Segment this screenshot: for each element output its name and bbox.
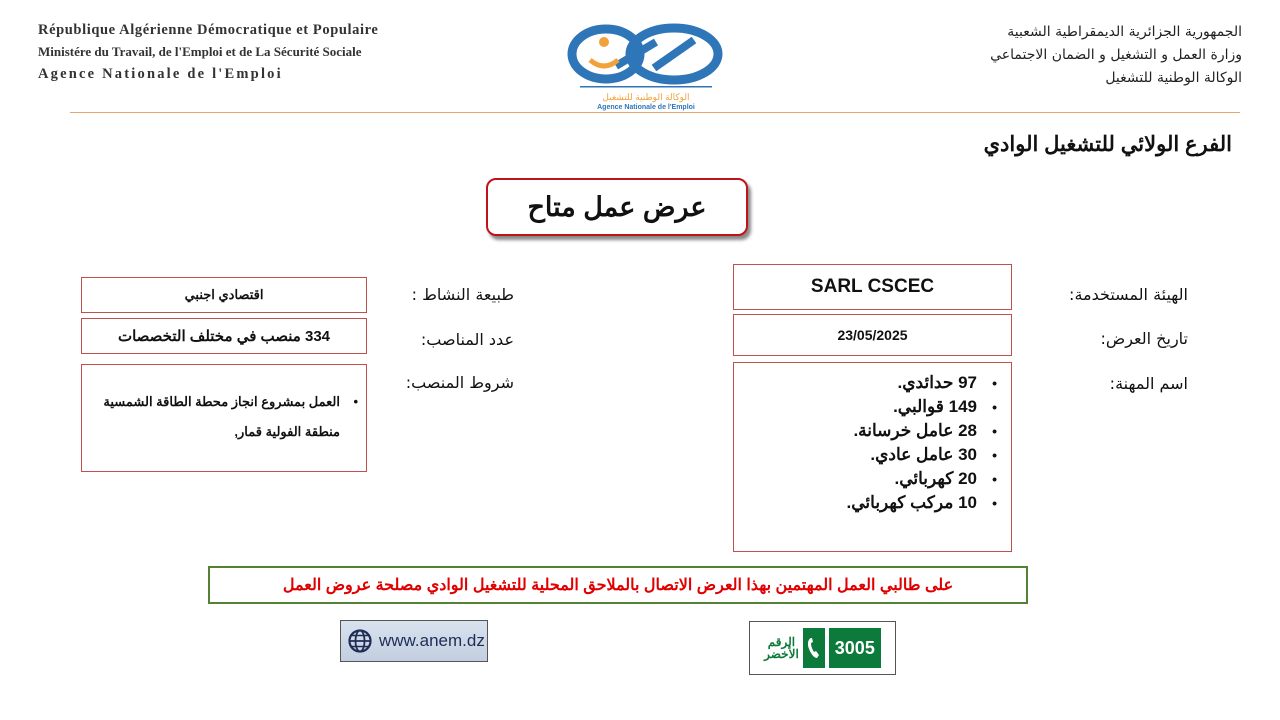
profession-item: • 10 مركب كهربائي. <box>734 491 1005 515</box>
logo-caption-ar: الوكالة الوطنية للتشغيل <box>602 92 690 102</box>
green-number-label-line-1: الرقم <box>767 635 796 649</box>
header-fr-line-1: République Algérienne Démocratique et Populaire <box>38 22 379 38</box>
profession-item: • 97 حدائدي. <box>734 371 1005 395</box>
header-ar-line-3: الوكالة الوطنية للتشغيل <box>1105 70 1242 86</box>
globe-icon <box>347 628 373 654</box>
profession-item: • 28 عامل خرسانة. <box>734 419 1005 443</box>
offer-date-value: 23/05/2025 <box>837 327 908 343</box>
offer-title <box>486 178 748 236</box>
positions-value-box <box>81 318 367 354</box>
contact-notice-text: على طالبي العمل المهتمين بهذا العرض الاتصال بالملاحق المحلية للتشغيل الوادي مصلحة عروض العمل <box>282 577 954 594</box>
anem-logo <box>556 14 736 118</box>
header-fr-line-3: Agence Nationale de l'Emploi <box>38 66 283 82</box>
phone-icon <box>803 628 825 668</box>
green-number-value: 3005 <box>829 628 881 668</box>
green-number-label <box>764 636 799 660</box>
website-badge[interactable] <box>340 620 488 662</box>
profession-label: اسم المهنة: <box>1109 374 1188 393</box>
employer-label: الهيئة المستخدمة: <box>1069 285 1188 304</box>
offer-title-text: عرض عمل متاح <box>527 191 707 222</box>
employer-value-box <box>733 264 1012 310</box>
branch-title: الفرع الولائي للتشغيل الوادي <box>983 133 1232 156</box>
positions-value: 334 منصب في مختلف التخصصات <box>117 328 331 345</box>
employer-value: SARL CSCEC <box>810 276 935 297</box>
profession-list <box>734 371 1005 515</box>
profession-list-box <box>733 362 1012 552</box>
website-link[interactable]: www.anem.dz <box>379 631 485 650</box>
offer-date-box <box>733 314 1012 356</box>
activity-label: طبيعة النشاط : <box>411 285 514 304</box>
contact-notice <box>208 566 1028 604</box>
activity-value: اقتصادي اجنبي <box>184 287 264 302</box>
header-ar-line-2: وزارة العمل و التشغيل و الضمان الاجتماعي <box>990 47 1242 63</box>
green-number-badge[interactable] <box>749 621 896 675</box>
header-ar-line-1: الجمهورية الجزائرية الديمقراطية الشعبية <box>1007 24 1242 40</box>
activity-value-box <box>81 277 367 313</box>
green-number-label-line-2: الأخضر <box>764 647 799 661</box>
conditions-value-box <box>81 364 367 472</box>
profession-item: • 30 عامل عادي. <box>734 443 1005 467</box>
header-fr-line-2: Ministére du Travail, de l'Emploi et de La Sécurité Sociale <box>38 44 362 59</box>
offer-date-label: تاريخ العرض: <box>1100 329 1188 348</box>
header-divider <box>70 112 1240 113</box>
conditions-label: شروط المنصب: <box>405 373 514 392</box>
logo-caption-fr: Agence Nationale de l'Emploi <box>597 104 695 111</box>
profession-item: • 149 قوالبي. <box>734 395 1005 419</box>
bullet-icon: • <box>353 394 358 409</box>
profession-item: • 20 كهربائي. <box>734 467 1005 491</box>
positions-label: عدد المناصب: <box>420 330 514 349</box>
conditions-value: العمل بمشروع انجاز محطة الطاقة الشمسية منطقة الفولية قمار, <box>103 394 340 439</box>
anem-logo-mark <box>556 14 736 92</box>
